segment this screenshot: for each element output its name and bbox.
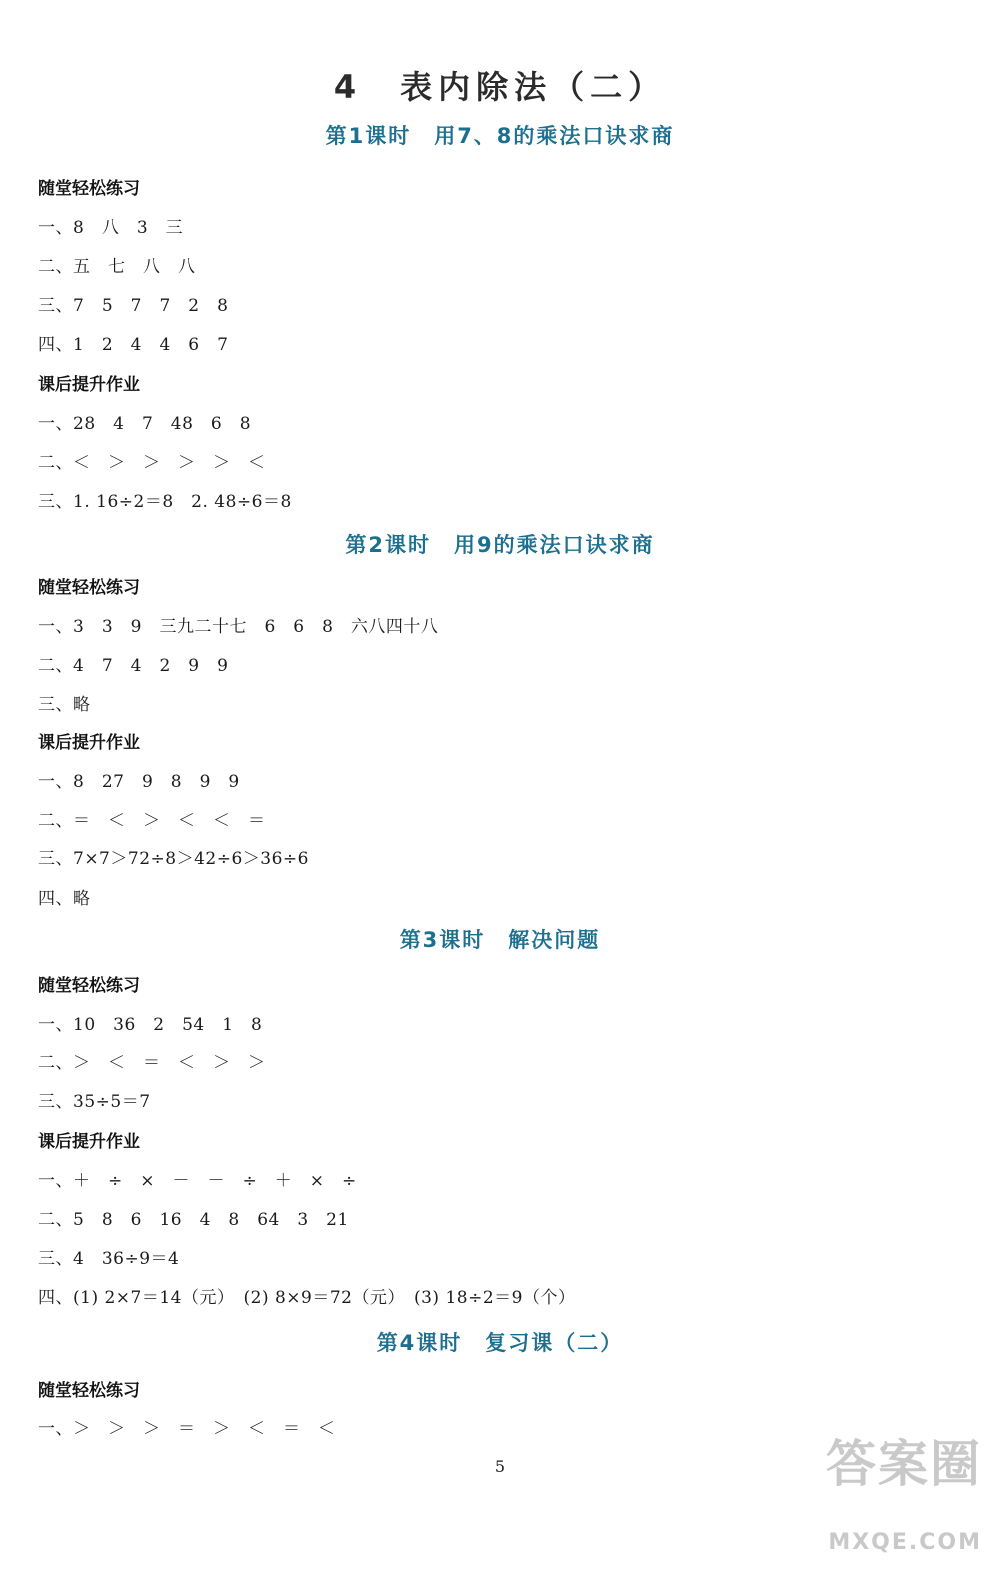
answer-line: 二、4 7 4 2 9 9 [38, 656, 229, 676]
page-number: 5 [494, 1457, 506, 1476]
answer-line: 四、(1) 2×7＝14（元） (2) 8×9＝72（元） (3) 18÷2＝9（个） [38, 1288, 576, 1308]
answer-line: 一、8 27 9 8 9 9 [38, 772, 240, 792]
answer-line: 四、1 2 4 4 6 7 [38, 335, 229, 355]
lesson-title-1: 第1课时 用7、8的乘法口诀求商 [325, 124, 675, 148]
answer-line: 二、5 8 6 16 4 8 64 3 21 [38, 1210, 349, 1230]
answer-line: 三、7 5 7 7 2 8 [38, 296, 229, 316]
section-label: 课后提升作业 [38, 1132, 140, 1152]
answer-line: 三、略 [38, 695, 91, 715]
answer-line: 二、＝ ＜ ＞ ＜ ＜ ＝ [38, 811, 266, 831]
section-label: 随堂轻松练习 [38, 179, 140, 199]
answer-line: 一、8 八 3 三 [38, 218, 184, 238]
section-label: 课后提升作业 [38, 733, 140, 753]
chapter-title: 4 表内除法（二） [333, 68, 667, 106]
answer-line: 一、＋ ÷ × － － ÷ ＋ × ÷ [38, 1171, 357, 1191]
answer-line: 二、＞ ＜ ＝ ＜ ＞ ＞ [38, 1053, 266, 1073]
answer-line: 一、3 3 9 三九二十七 6 6 8 六八四十八 [38, 617, 439, 637]
answer-line: 三、1. 16÷2＝8 2. 48÷6＝8 [38, 492, 292, 512]
answer-line: 一、10 36 2 54 1 8 [38, 1015, 263, 1035]
answer-line: 三、4 36÷9＝4 [38, 1249, 180, 1269]
lesson-title-2: 第2课时 用9的乘法口诀求商 [345, 533, 655, 557]
lesson-title-4: 第4课时 复习课（二） [376, 1331, 624, 1355]
answer-line: 三、35÷5＝7 [38, 1092, 151, 1112]
answer-line: 一、＞ ＞ ＞ ＝ ＞ ＜ ＝ ＜ [38, 1419, 336, 1439]
watermark-url: MXQE.COM [828, 1530, 982, 1555]
section-label: 随堂轻松练习 [38, 976, 140, 996]
section-label: 随堂轻松练习 [38, 578, 140, 598]
watermark-text: 答案圈 [826, 1435, 982, 1493]
answer-line: 二、五 七 八 八 [38, 257, 196, 277]
watermark [826, 1398, 982, 1574]
lesson-title-3: 第3课时 解决问题 [399, 928, 601, 952]
answer-line: 三、7×7＞72÷8＞42÷6＞36÷6 [38, 849, 309, 869]
section-label: 随堂轻松练习 [38, 1381, 140, 1401]
answer-line: 一、28 4 7 48 6 8 [38, 414, 252, 434]
answer-line: 四、略 [38, 889, 91, 909]
answer-line: 二、＜ ＞ ＞ ＞ ＞ ＜ [38, 453, 266, 473]
section-label: 课后提升作业 [38, 375, 140, 395]
